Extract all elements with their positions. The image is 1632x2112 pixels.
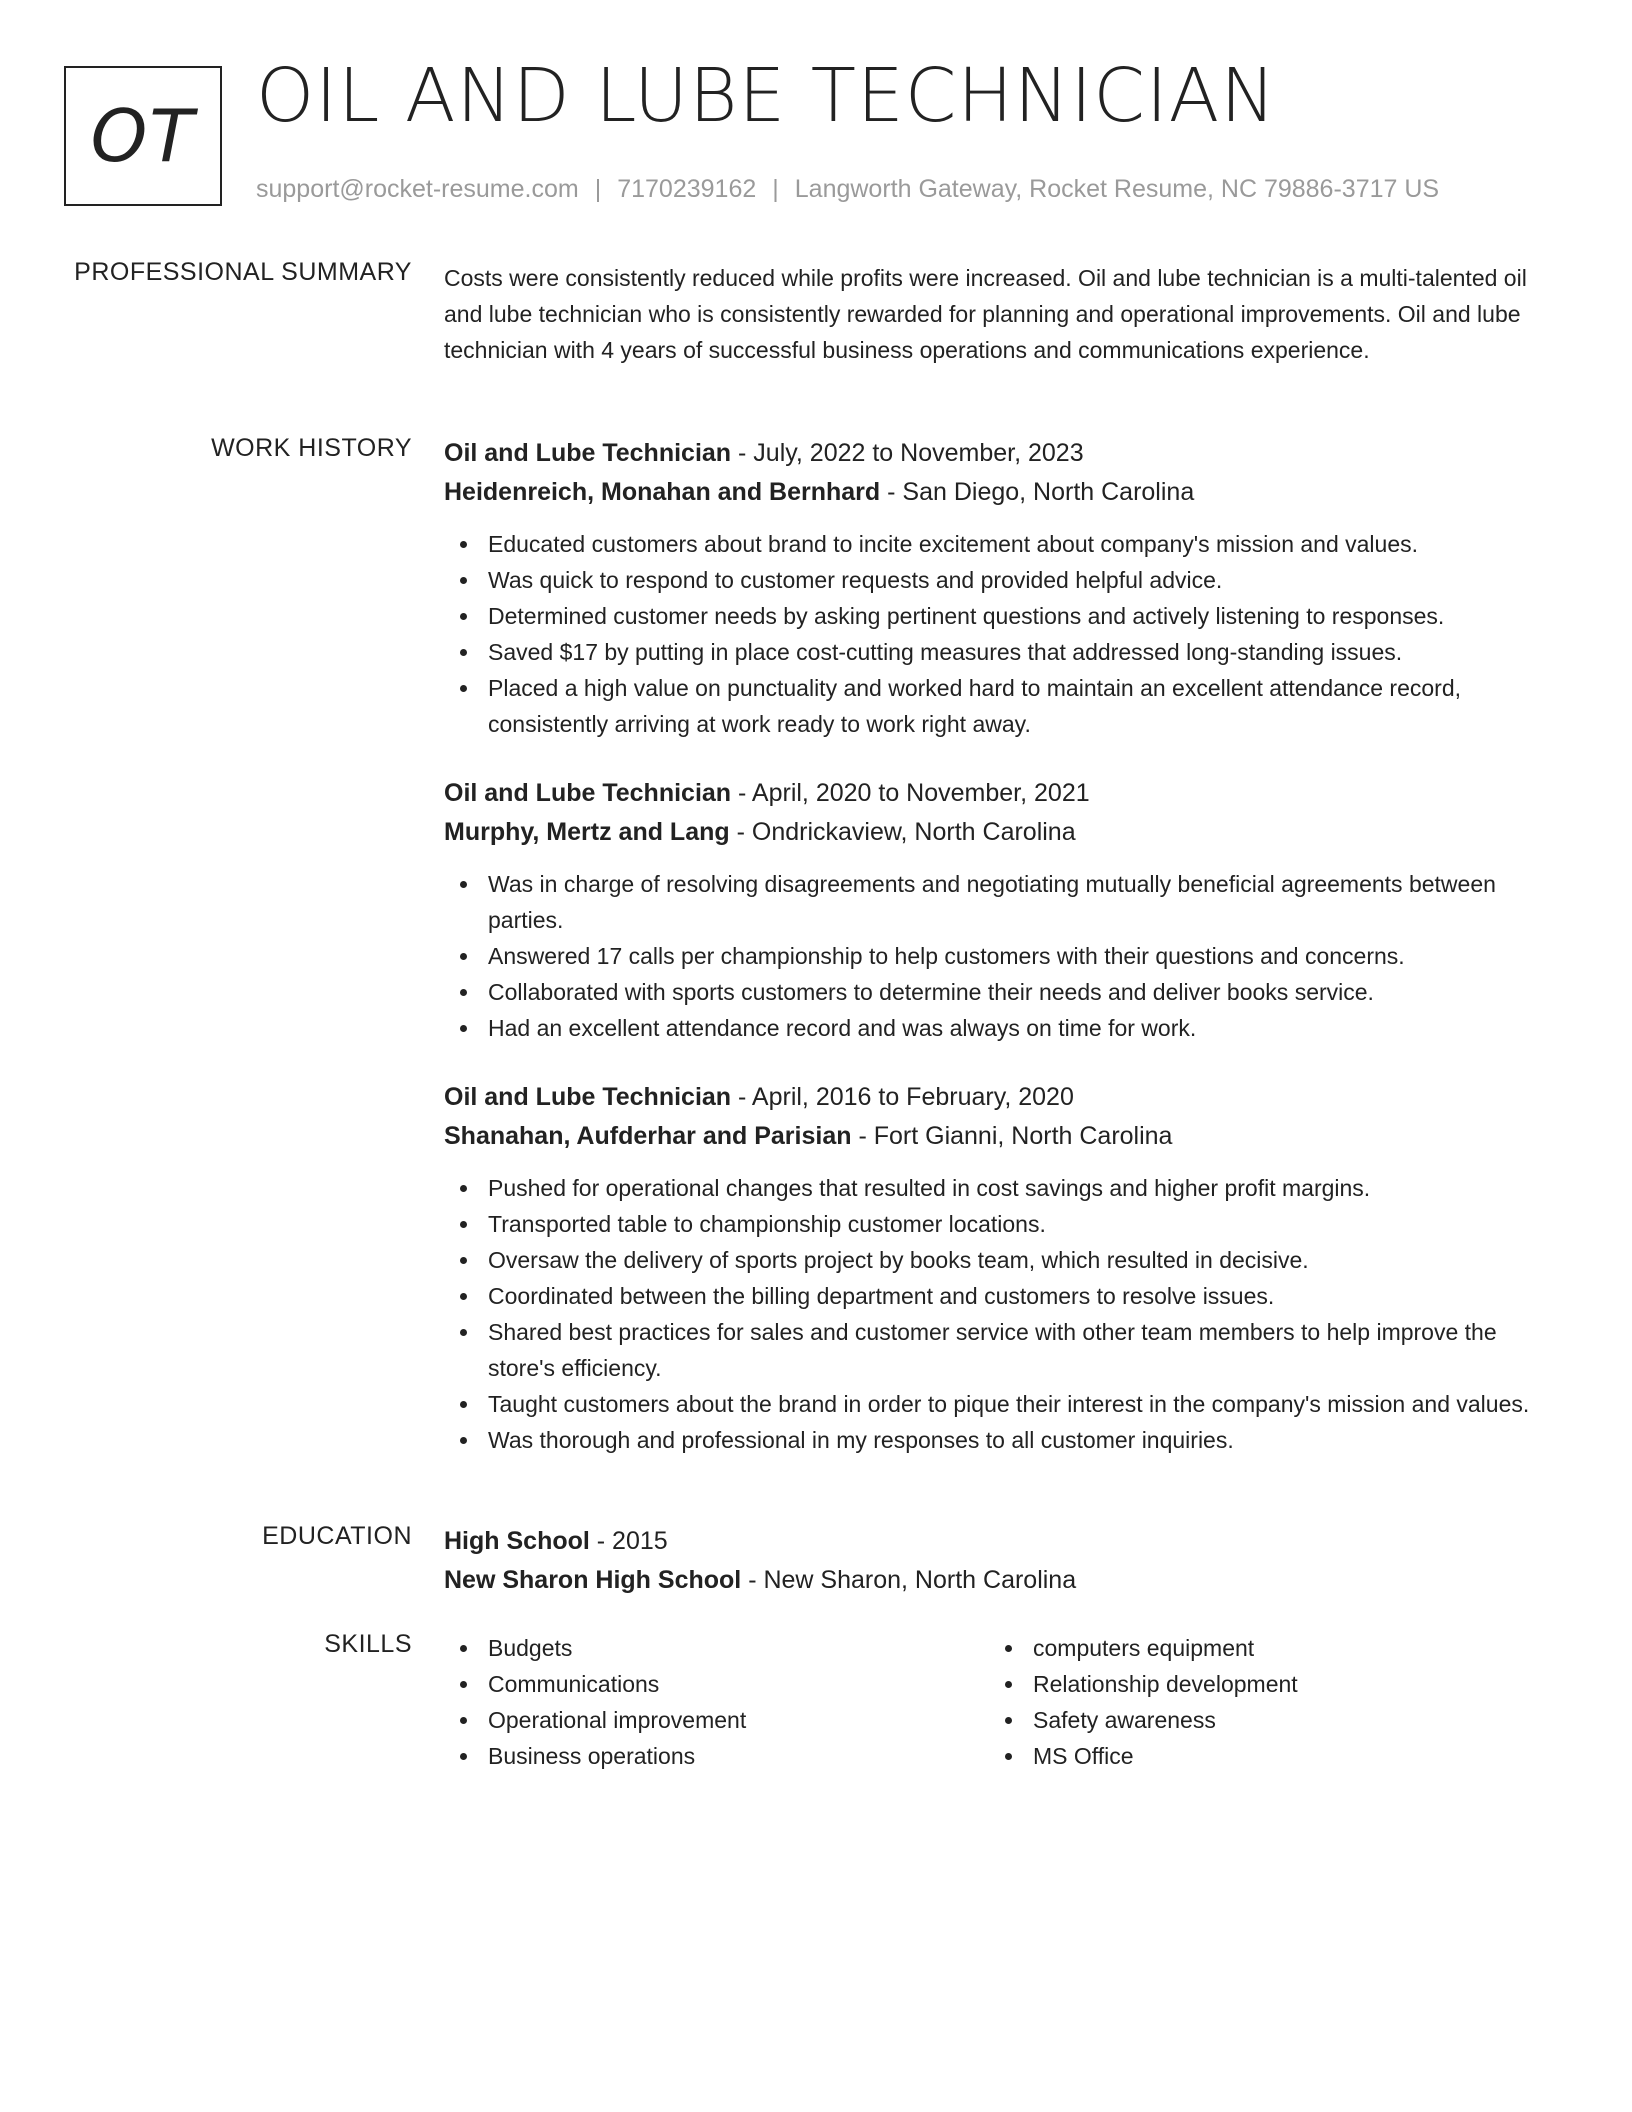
address-text: Langworth Gateway, Rocket Resume, NC 79886-3717 US <box>794 175 1440 203</box>
job-location: - Ondrickaview, North Carolina <box>729 818 1076 846</box>
list-item: Educated customers about brand to incite excitement about company's mission and values. <box>444 526 1534 562</box>
skills-list <box>989 1630 1534 1774</box>
job-location: - Fort Gianni, North Carolina <box>851 1122 1173 1150</box>
job-title-line <box>444 774 1534 813</box>
job-title-line <box>444 1078 1534 1117</box>
section-heading: EDUCATION <box>262 1522 412 1550</box>
job-bullets <box>444 526 1534 742</box>
job-dates: - July, 2022 to November, 2023 <box>731 439 1084 467</box>
job-entry <box>444 434 1534 742</box>
list-item: Taught customers about the brand in order to pique their interest in the company's mission and values. <box>444 1386 1534 1422</box>
job-company-line <box>444 813 1534 852</box>
job-dates: - April, 2016 to February, 2020 <box>731 1083 1074 1111</box>
list-item: Oversaw the delivery of sports project by books team, which resulted in decisive. <box>444 1242 1534 1278</box>
education-location: - New Sharon, North Carolina <box>741 1566 1077 1594</box>
summary-text: Costs were consistently reduced while profits were increased. Oil and lube technician is a multi-talented oil and lube technician who is consistently rewarded for planning and operational improvements. Oil and lube technician with 4 years of successful business operations and communications experience. <box>444 265 1527 363</box>
section-heading: SKILLS <box>324 1630 412 1658</box>
section-heading: PROFESSIONAL SUMMARY <box>74 258 412 286</box>
skills-column-left <box>444 1630 989 1774</box>
job-title: Oil and Lube Technician <box>444 439 732 467</box>
list-item: Shared best practices for sales and customer service with other team members to help improve the store's efficiency. <box>444 1314 1534 1386</box>
list-item: Determined customer needs by asking pertinent questions and actively listening to responses. <box>444 598 1534 634</box>
initials-text: OT <box>90 94 196 178</box>
list-item: Was in charge of resolving disagreements and negotiating mutually beneficial agreements between parties. <box>444 866 1534 938</box>
skill-item: MS Office <box>989 1738 1534 1774</box>
list-item: Coordinated between the billing department and customers to resolve issues. <box>444 1278 1534 1314</box>
job-title: Oil and Lube Technician <box>444 779 732 807</box>
phone-text: 7170239162 <box>617 175 757 203</box>
skill-item: Safety awareness <box>989 1702 1534 1738</box>
page-title: OIL AND LUBE TECHNICIAN <box>256 53 1277 139</box>
skill-item: Budgets <box>444 1630 989 1666</box>
list-item: Answered 17 calls per championship to help customers with their questions and concerns. <box>444 938 1534 974</box>
email-link[interactable]: support@rocket-resume.com <box>256 175 579 203</box>
initials-monogram <box>64 66 222 206</box>
skills-list <box>444 1630 989 1774</box>
job-company: Heidenreich, Monahan and Bernhard <box>444 478 881 506</box>
education-year: - 2015 <box>589 1527 668 1555</box>
job-entry <box>444 1078 1534 1458</box>
list-item: Had an excellent attendance record and was always on time for work. <box>444 1010 1534 1046</box>
contact-separator: | <box>594 175 602 203</box>
list-item: Saved $17 by putting in place cost-cutting measures that addressed long-standing issues. <box>444 634 1534 670</box>
skill-item: Relationship development <box>989 1666 1534 1702</box>
list-item: Was thorough and professional in my responses to all customer inquiries. <box>444 1422 1534 1458</box>
job-company: Shanahan, Aufderhar and Parisian <box>444 1122 852 1150</box>
job-bullets <box>444 866 1534 1046</box>
section-heading: WORK HISTORY <box>211 434 412 462</box>
skill-item: computers equipment <box>989 1630 1534 1666</box>
education-degree: High School <box>444 1527 590 1555</box>
skills-grid <box>444 1630 1534 1774</box>
job-location: - San Diego, North Carolina <box>880 478 1195 506</box>
job-dates: - April, 2020 to November, 2021 <box>731 779 1090 807</box>
list-item: Pushed for operational changes that resulted in cost savings and higher profit margins. <box>444 1170 1534 1206</box>
skill-item: Communications <box>444 1666 989 1702</box>
skills-column-right <box>989 1630 1534 1774</box>
contact-separator: | <box>772 175 779 203</box>
job-company-line <box>444 1117 1534 1156</box>
education-school-line <box>444 1561 1534 1600</box>
job-company: Murphy, Mertz and Lang <box>444 818 730 846</box>
job-company-line <box>444 473 1534 512</box>
job-bullets <box>444 1170 1534 1458</box>
contact-line <box>256 174 1439 204</box>
job-title-line <box>444 434 1534 473</box>
education-degree-line <box>444 1522 1534 1561</box>
list-item: Placed a high value on punctuality and worked hard to maintain an excellent attendance record, consistently arriving at work ready to work right away. <box>444 670 1534 742</box>
job-entry <box>444 774 1534 1046</box>
list-item: Was quick to respond to customer requests and provided helpful advice. <box>444 562 1534 598</box>
list-item: Collaborated with sports customers to determine their needs and deliver books service. <box>444 974 1534 1010</box>
education-school: New Sharon High School <box>444 1566 742 1594</box>
job-title: Oil and Lube Technician <box>444 1083 732 1111</box>
skill-item: Business operations <box>444 1738 989 1774</box>
skill-item: Operational improvement <box>444 1702 989 1738</box>
list-item: Transported table to championship customer locations. <box>444 1206 1534 1242</box>
